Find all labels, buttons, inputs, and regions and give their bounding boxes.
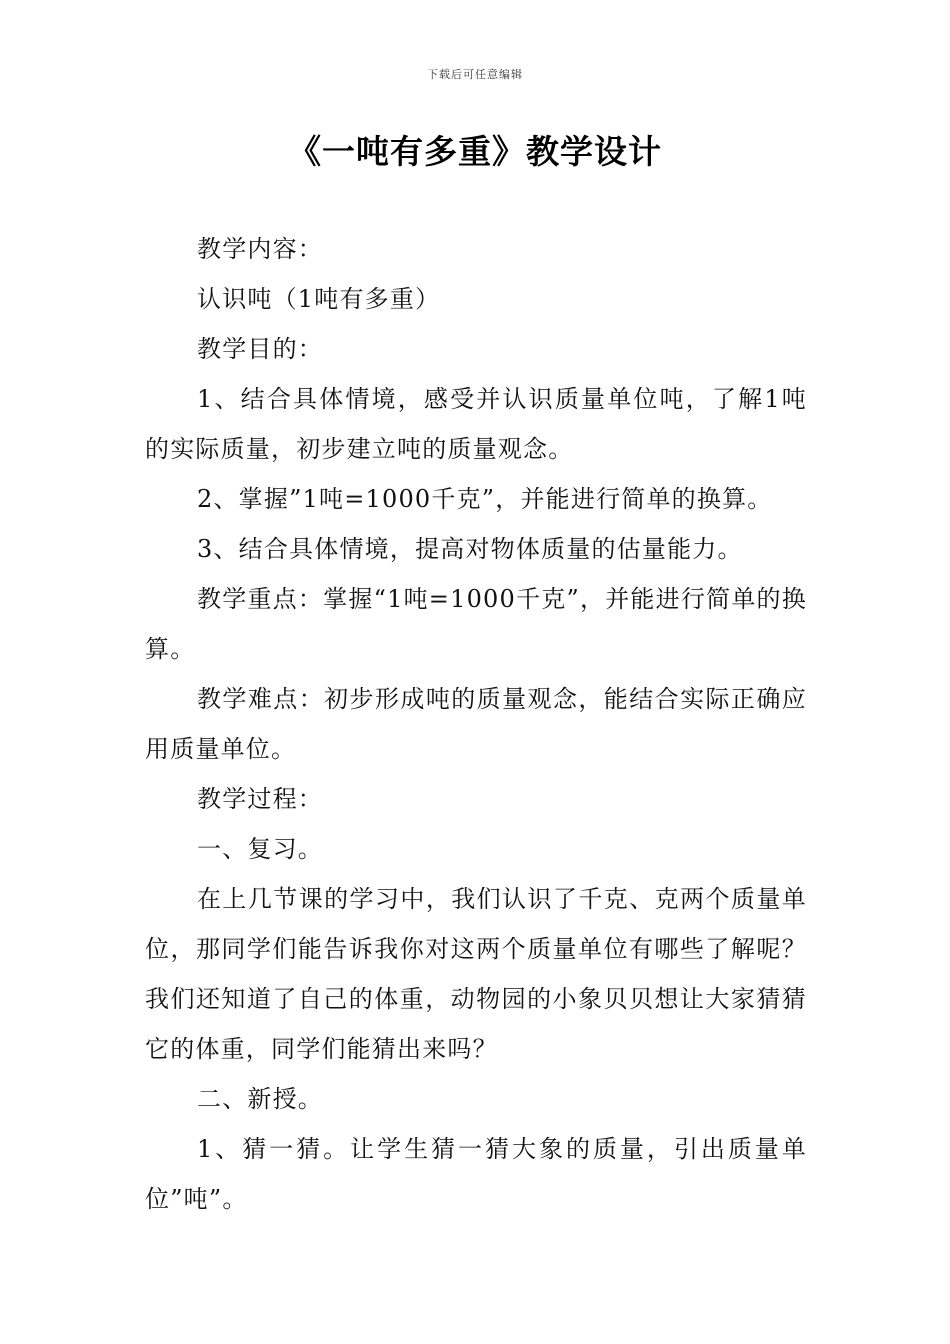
- objective-item-3: 3、结合具体情境，提高对物体质量的估量能力。: [197, 535, 743, 563]
- document-title: 《一吨有多重》教学设计: [288, 132, 662, 171]
- header-note: 下载后可任意编辑: [427, 68, 523, 81]
- new-lesson-item-1: 1、猜一猜。让学生猜一猜大象的质量，引出质量单位”吨”。: [145, 1135, 807, 1213]
- objective-item-2: 2、掌握”1吨=1000千克”，并能进行简单的换算。: [197, 485, 773, 513]
- key-point-paragraph: 教学重点：掌握“1吨=1000千克”，并能进行简单的换算。: [145, 585, 807, 663]
- step-heading-review: 一、复习。: [197, 835, 323, 863]
- section-heading-process: 教学过程：: [197, 785, 323, 813]
- review-paragraph: 在上几节课的学习中，我们认识了千克、克两个质量单位，那同学们能告诉我你对这两个质量单位有哪些了解呢？我们还知道了自己的体重，动物园的小象贝贝想让大家猜猜它的体重，同学们能猜出来吗？: [145, 885, 807, 1063]
- paragraph-content: 认识吨（1吨有多重）: [197, 285, 441, 313]
- difficulty-paragraph: 教学难点：初步形成吨的质量观念，能结合实际正确应用质量单位。: [145, 685, 807, 763]
- step-heading-new-lesson: 二、新授。: [197, 1085, 323, 1113]
- section-heading-objectives: 教学目的：: [197, 335, 323, 363]
- objective-item-1: 1、结合具体情境，感受并认识质量单位吨，了解1吨的实际质量，初步建立吨的质量观念。: [145, 385, 807, 463]
- document-body: [145, 224, 807, 1224]
- section-heading-content: 教学内容：: [197, 235, 323, 263]
